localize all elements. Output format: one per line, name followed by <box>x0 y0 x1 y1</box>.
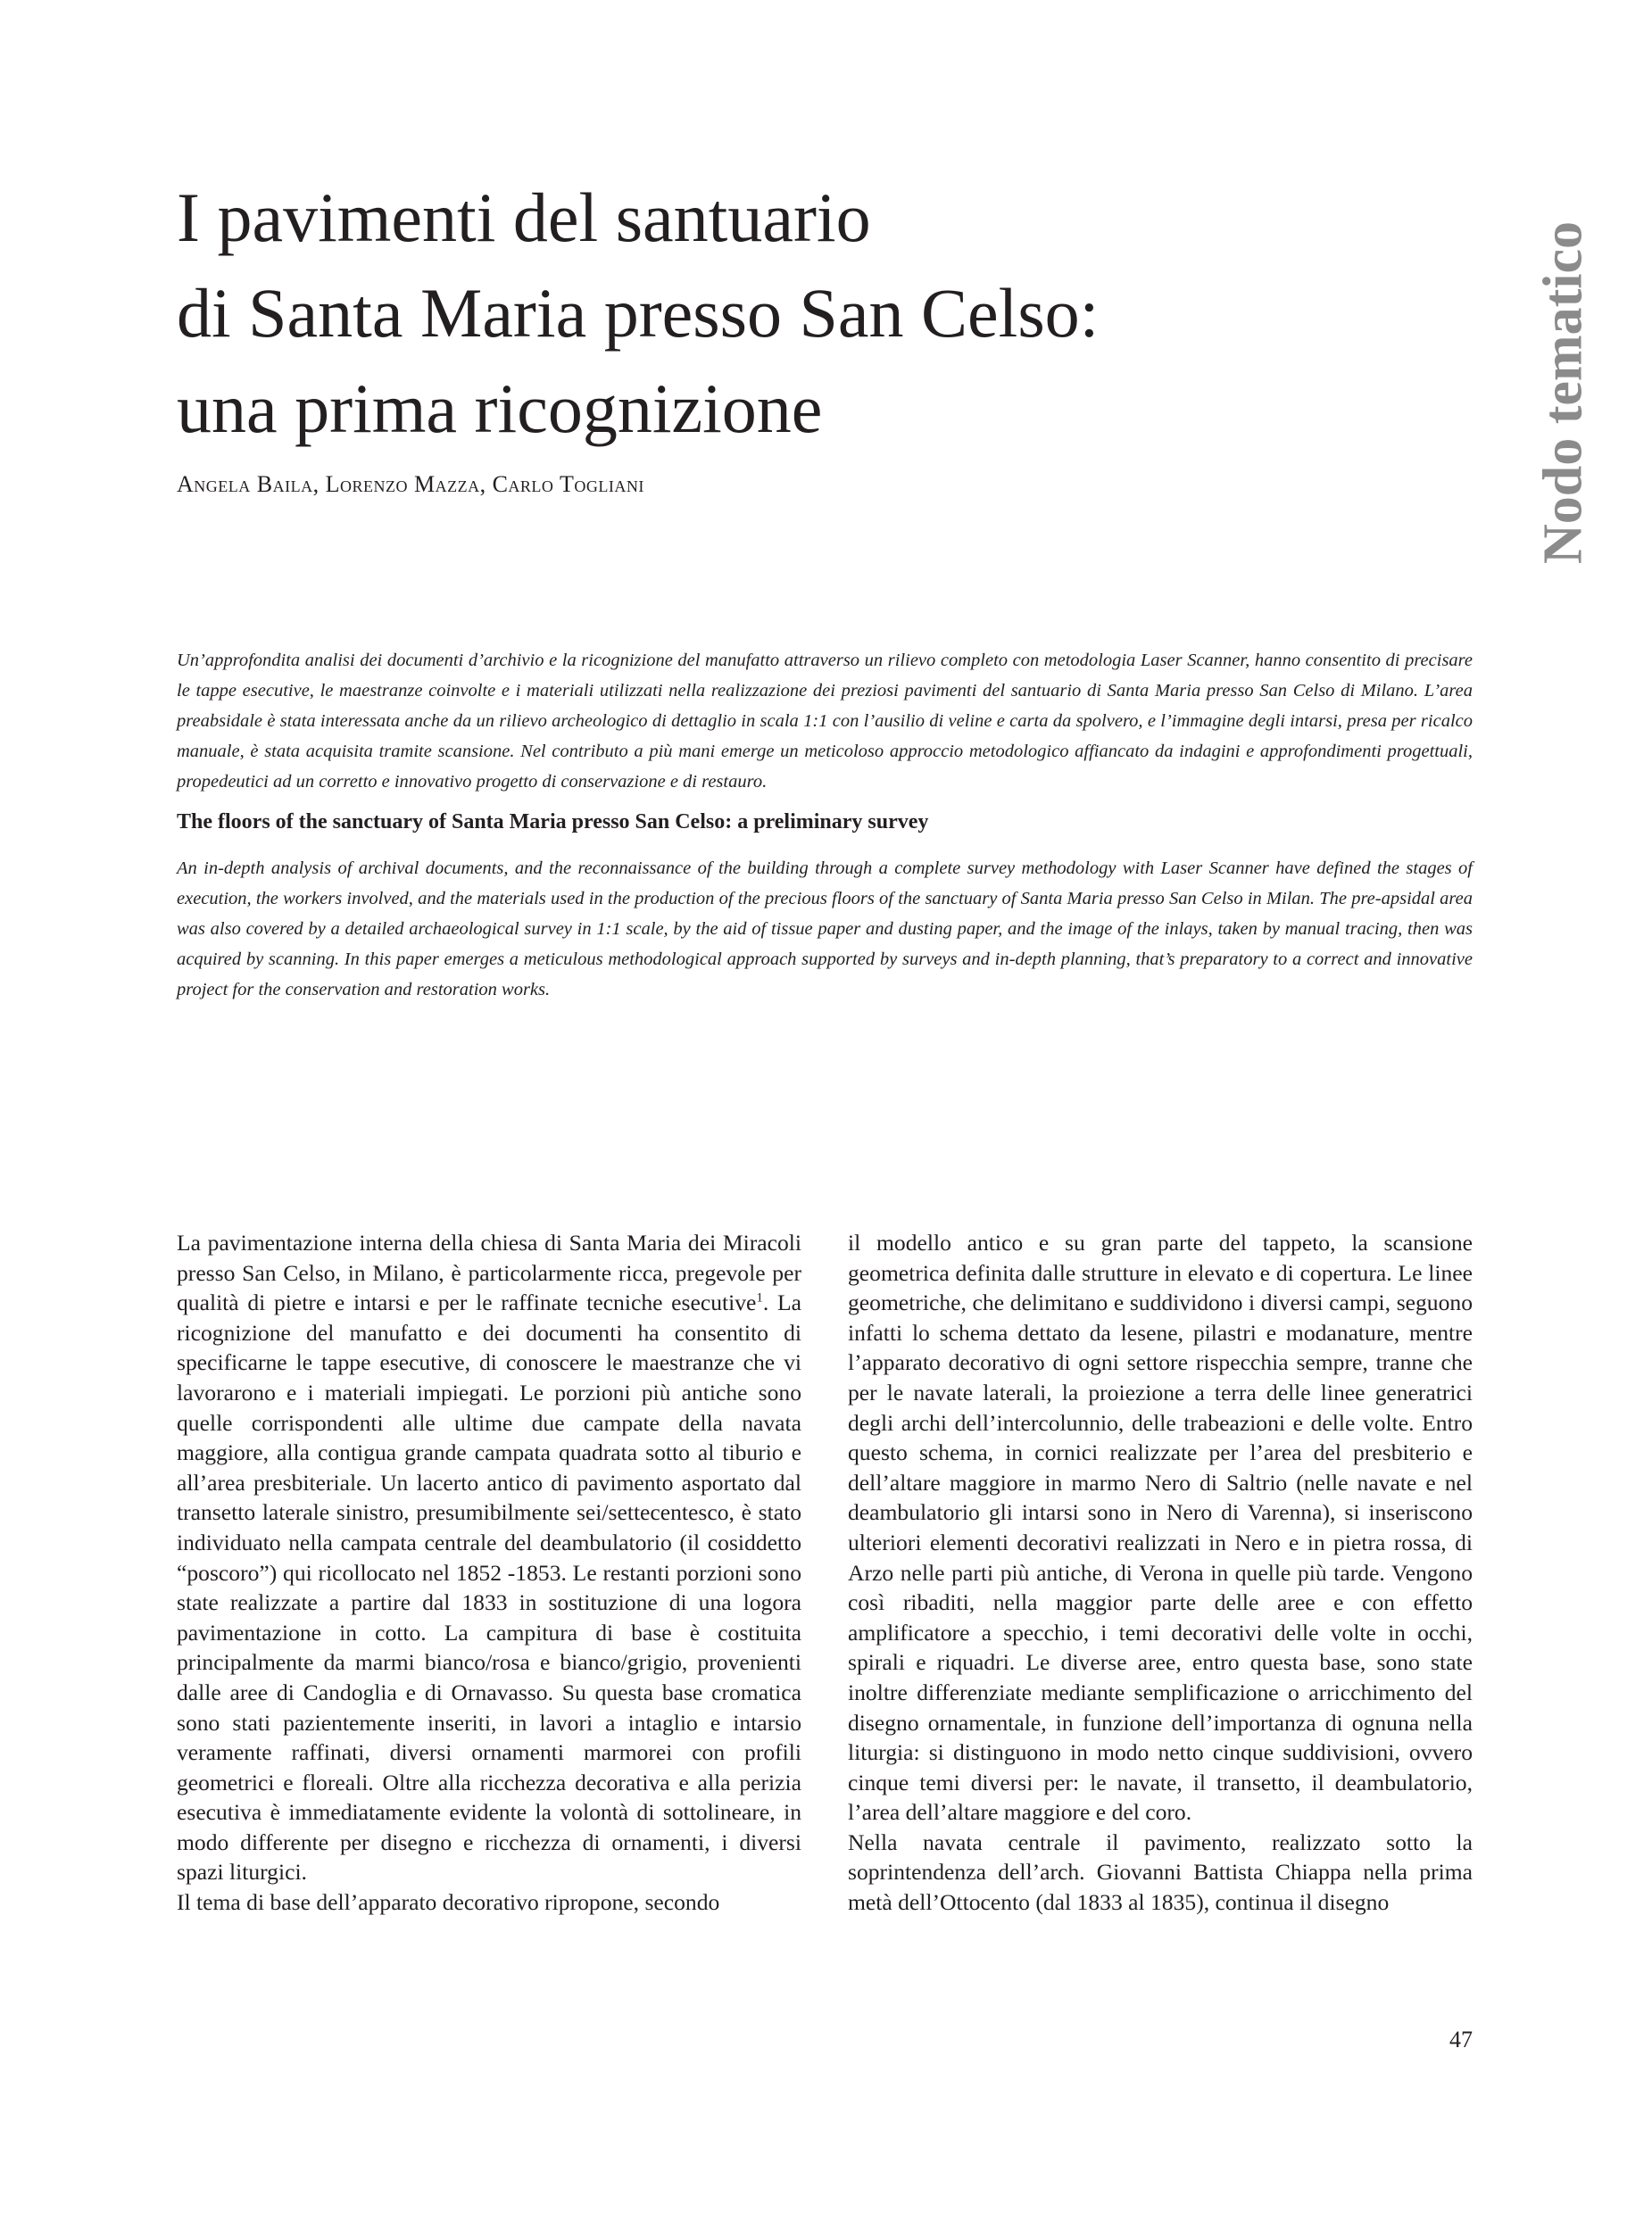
abstract-english: An in-depth analysis of archival documents, and the reconnaissance of the building through a complete survey methodology with Laser Scanner have defined the stages of execution, the workers involved, and the materials used in the production of the precious floors of the sanctuary of Santa Maria presso San Celso in Milan. The pre-apsidal area was also covered by a detailed archaeological survey in 1:1 scale, by the aid of tissue paper and dusting paper, and the image of the inlays, taken by manual tracing, then was acquired by scanning. In this paper emerges a meticulous methodological approach supported by surveys and in-depth planning, that’s preparatory to a correct and innovative project for the conservation and restoration works. <box>177 858 1473 999</box>
body-column-left <box>177 1228 801 1918</box>
abstract-english-title: The floors of the sanctuary of Santa Maria presso San Celso: a preliminary survey <box>177 810 929 833</box>
body-text: . La ricognizione del manufatto e dei documenti ha consentito di specificarne le tappe esecutive, di conoscere le maestranze che vi lavorarono e i materiali impiegati. Le porzioni più antiche sono quelle corrispondenti alle ultime due campate della navata maggiore, alla contigua grande campata quadrata sotto al tiburio e all’area presbiteriale. Un lacerto antico di pavimento asportato dal transetto laterale sinistro, presumibilmente sei/settecentesco, è stato individuato nella campata centrale del deambulatorio (il cosiddetto “poscoro”) qui ricollocato nel 1852 -1853. Le restanti porzioni sono state realizzate a partire dal 1833 in sostituzione di una logora pavimentazione in cotto. La campitura di base è costituita principalmente da marmi bianco/rosa e bianco/grigio, provenienti dalle aree di Candoglia e di Ornavasso. Su questa base cromatica sono stati pazientemente inseriti, in lavori a intaglio e intarsio veramente raffinati, diversi ornamenti marmorei con profili geometrici e floreali. Oltre alla ricchezza decorativa e alla perizia esecutiva è immediatamente evidente la volontà di sottolineare, in modo differente per disegno e ricchezza di ornamenti, i diversi spazi liturgici. <box>177 1289 802 1886</box>
body-column-right <box>848 1228 1473 1918</box>
section-side-label <box>1529 201 1598 585</box>
body-text: La pavimentazione interna della chiesa di Santa Maria dei Miracoli presso San Celso, in Milano, è particolarmente ricca, pregevole per qualità di pietre e intarsi e per le raffinate tecniche esecutive <box>177 1230 801 1316</box>
section-label-text: Nodo tematico <box>1532 221 1594 564</box>
article-authors: Angela Baila, Lorenzo Mazza, Carlo Togliani <box>177 471 644 497</box>
body-paragraph: il modello antico e su gran parte del tappeto, la scansione geometrica definita dalle strutture in elevato e di copertura. Le linee geometriche, che delimitano e suddividono i diversi campi, seguono infatti lo schema dettato da lesene, pilastri e modanature, mentre l’apparato decorativo di ogni settore rispecchia sempre, tranne che per le navate laterali, la proiezione a terra delle linee generatrici degli archi dell’intercolunnio, delle trabeazioni e delle volte. Entro questo schema, in cornici realizzate per l’area del presbiterio e dell’altare maggiore in marmo Nero di Saltrio (nelle navate e nel deambulatorio gli intarsi sono in Nero di Varenna), si inseriscono ulteriori elementi decorativi realizzati in Nero e in pietra rossa, di Arzo nelle parti più antiche, di Verona in quelle più tarde. Vengono così ribaditi, nella maggior parte delle aree e con effetto amplificatore a specchio, i temi decorativi delle volte in occhi, spirali e riquadri. Le diverse aree, entro questa base, sono state inoltre differenziate mediante semplificazione o arricchimento del disegno ornamentale, in funzione dell’importanza di ognuna nella liturgia: si distinguono in modo netto cinque suddivisioni, ovvero cinque temi diversi per: le navate, il transetto, il deambulatorio, l’area dell’altare maggiore e del coro. <box>848 1230 1473 1826</box>
page-number: 47 <box>1449 2027 1473 2052</box>
article-title <box>177 170 1408 456</box>
body-paragraph: Nella navata centrale il pavimento, realizzato sotto la soprintendenza dell’arch. Giovanni Battista Chiappa nella prima metà dell’Ottocento (dal 1833 al 1835), continua il disegno <box>848 1828 1473 1916</box>
body-paragraph: Il tema di base dell’apparato decorativo ripropone, secondo <box>177 1889 720 1916</box>
body-paragraph <box>177 1228 801 1887</box>
abstract-italian: Un’approfondita analisi dei documenti d’archivio e la ricognizione del manufatto attraverso un rilievo completo con metodologia Laser Scanner, hanno consentito di precisare le tappe esecutive, le maestranze coinvolte e i materiali utilizzati nella realizzazione dei preziosi pavimenti del santuario di Santa Maria presso San Celso di Milano. L’area preabsidale è stata interessata anche da un rilievo archeologico di dettaglio in scala 1:1 con l’ausilio di veline e carta da spolvero, e l’immagine degli intarsi, presa per ricalco manuale, è stata acquisita tramite scansione. Nel contributo a più mani emerge un meticoloso approccio metodologico affiancato da indagini e approfondimenti progettuali, propedeutici ad un corretto e innovativo progetto di conservazione e di restauro. <box>177 651 1473 792</box>
title-line-1: I pavimenti del santuario <box>177 178 871 256</box>
footnote-reference[interactable]: 1 <box>756 1290 763 1306</box>
title-line-2: di Santa Maria presso San Celso: <box>177 274 1100 352</box>
title-line-3: una prima ricognizione <box>177 369 823 447</box>
